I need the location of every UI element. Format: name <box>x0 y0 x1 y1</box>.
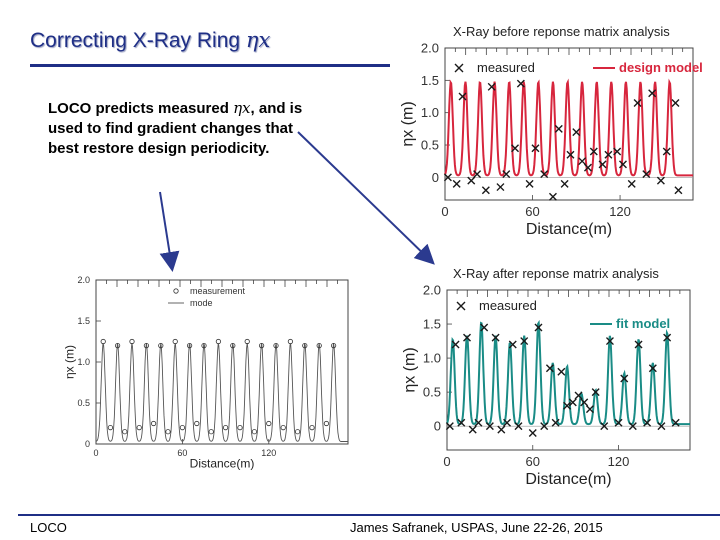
legend-label-measured: measured <box>477 60 535 75</box>
slide-title-symbol: ηx <box>245 28 271 52</box>
y-axis-label: ηx (m) <box>399 101 417 147</box>
x-axis-label: Distance(m) <box>525 470 612 488</box>
legend-label-measured: measured <box>479 298 537 313</box>
x-tick-label: 120 <box>609 204 631 219</box>
description-symbol: ηx <box>233 99 251 117</box>
x-tick-label: 60 <box>177 448 188 458</box>
y-tick-label: 1.5 <box>422 316 441 332</box>
y-tick-label: 0 <box>431 169 439 185</box>
x-axis-label: Distance(m) <box>525 220 613 238</box>
x-tick-label: 60 <box>525 204 540 219</box>
x-tick-label: 120 <box>607 454 630 469</box>
x-tick-label: 60 <box>525 454 540 469</box>
chart-title: X-Ray before reponse matrix analysis <box>453 24 670 39</box>
y-tick-label: 0 <box>84 439 90 450</box>
y-tick-label: 0.5 <box>77 398 90 409</box>
slide-title-text: Correcting X-Ray Ring <box>30 29 246 52</box>
footer-topic: LOCO <box>30 520 67 535</box>
footer-divider <box>18 514 720 516</box>
y-tick-label: 1.5 <box>77 316 90 327</box>
x-tick-label: 120 <box>261 448 277 458</box>
description-line1: LOCO predicts measured <box>48 100 234 117</box>
x-axis-label: Distance(m) <box>189 456 255 471</box>
y-tick-label: 2.0 <box>422 282 441 298</box>
x-tick-label: 0 <box>441 204 449 219</box>
y-tick-label: 0 <box>433 418 441 434</box>
y-tick-label: 2.0 <box>77 275 90 286</box>
x-tick-label: 0 <box>93 448 99 458</box>
legend-label-measurement: measurement <box>190 286 246 296</box>
y-tick-label: 0.5 <box>422 384 441 400</box>
y-tick-label: 1.0 <box>77 357 90 368</box>
legend-label-model: design model <box>619 60 703 75</box>
y-tick-label: 1.0 <box>420 105 439 121</box>
chart-title: X-Ray after reponse matrix analysis <box>453 266 659 281</box>
y-tick-label: 1.0 <box>422 350 441 366</box>
description-rest: , and is used to find gradient changes that best restore design periodicity. <box>48 100 303 157</box>
y-tick-label: 0.5 <box>420 137 439 153</box>
y-axis-label: ηx (m) <box>62 345 77 379</box>
y-tick-label: 2.0 <box>420 40 439 56</box>
y-axis-label: ηx (m) <box>401 347 419 393</box>
y-tick-label: 1.5 <box>420 72 439 88</box>
arrow-to-after-chart <box>298 132 432 262</box>
arrow-to-loco-chart <box>160 192 172 268</box>
legend-label-mode: mode <box>190 298 213 308</box>
legend-label-model: fit model <box>616 316 671 331</box>
x-tick-label: 0 <box>443 454 451 469</box>
footer-credit: James Safranek, USPAS, June 22-26, 2015 <box>350 520 603 535</box>
